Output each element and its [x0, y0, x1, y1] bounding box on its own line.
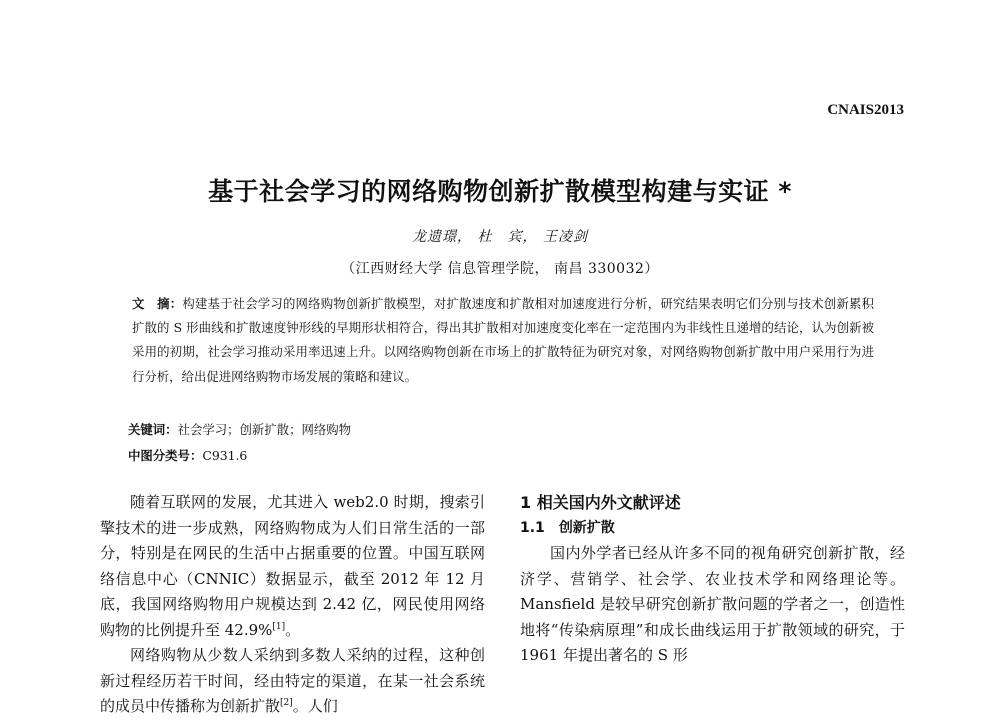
- subsection-heading: [520, 516, 905, 542]
- citation-link[interactable]: [1]: [272, 621, 286, 632]
- author-list: 龙遗璟， 杜 宾， 王凌剑: [412, 229, 588, 245]
- affiliation: （江西财经大学 信息管理学院， 南昌 330032）: [341, 261, 659, 277]
- abstract-label: 文 摘：: [132, 296, 183, 311]
- venue-label: CNAIS2013: [827, 102, 904, 118]
- paragraph-text: 网络购物从少数人采纳到多数人采纳的过程，这种创新过程经历若干时间，经由特定的渠道，在某一社会系统的成员中传播称为创新扩散: [100, 646, 485, 715]
- body-paragraph: 国内外学者已经从许多不同的视角研究创新扩散，经济学、营销学、社会学、农业技术学和网络理论等。Mansfield 是较早研究创新扩散问题的学者之一，创造性地将“传染病原理”和成长曲线运用于扩散领域的研究，于 1961 年提出著名的 S 形: [520, 544, 905, 664]
- paper-title: 基于社会学习的网络购物创新扩散模型构建与实证 *: [208, 177, 792, 206]
- subsection-number: 1.1: [520, 519, 545, 536]
- paragraph-text: 随着互联网的发展，尤其进入 web2.0 时期，搜索引擎技术的进一步成熟，网络购物成为人们日常生活的一部分，特别是在网民的生活中占据重要的位置。中国互联网络信息中心（CNNIC）数据显示，截至 2012 年 12 月底，我国网络购物用户规模达到 2.42 亿，网民使用网络购物的比例提升至 42.9%: [100, 493, 485, 639]
- clc-text: C931.6: [202, 448, 248, 463]
- abstract-text: 构建基于社会学习的网络购物创新扩散模型，对扩散速度和扩散相对加速度进行分析，研究结果表明它们分别与技术创新累积扩散的 S 形曲线和扩散速度钟形线的早期形状相符合，得出其扩散相对加速度变化率在一定范围内为非线性且递增的结论，认为创新被采用的初期，社会学习推动采用率迅速上升。以网络购物创新在市场上的扩散特征为研究对象，对网络购物创新扩散中用户采用行为进行分析，给出促进网络购物市场发展的策略和建议。: [132, 296, 875, 384]
- abstract: [132, 292, 874, 389]
- left-column: [100, 490, 485, 720]
- clc-label: 中图分类号：: [128, 448, 203, 463]
- classification-number: [128, 446, 247, 464]
- right-column: [520, 490, 905, 669]
- citation-link[interactable]: [2]: [280, 698, 293, 708]
- paragraph-text-end: 。: [285, 620, 301, 639]
- body-paragraph: [100, 643, 485, 720]
- keywords-text: 社会学习；创新扩散；网络购物: [177, 422, 352, 437]
- keywords: [128, 420, 351, 438]
- paragraph-text-end: 。人们: [292, 697, 338, 715]
- keywords-label: 关键词：: [128, 422, 178, 437]
- body-paragraph: [100, 490, 485, 643]
- section-heading: 1 相关国内外文献评述: [520, 493, 681, 512]
- subsection-title: 创新扩散: [558, 519, 615, 536]
